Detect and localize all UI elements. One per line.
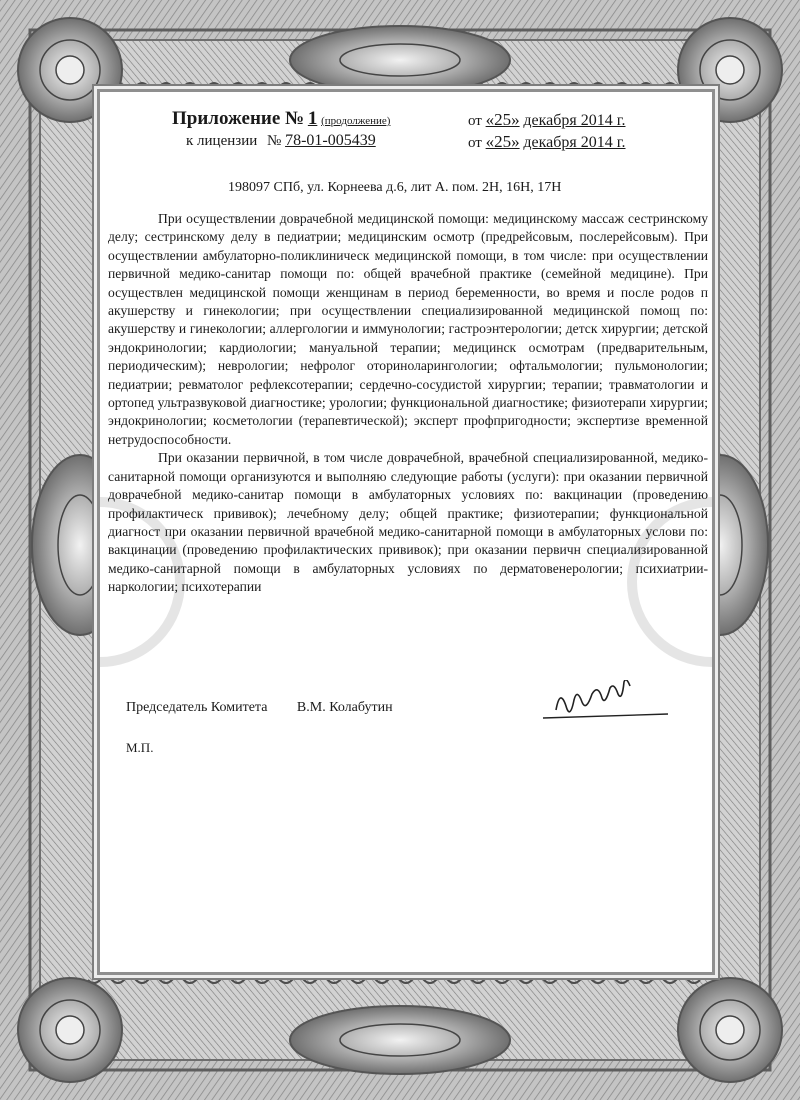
date-line-2 [468, 132, 626, 152]
license-number: 78-01-005439 [285, 132, 376, 149]
signatory-line [126, 700, 393, 716]
license-line [186, 132, 376, 150]
signatory-name: В.М. Колабутин [296, 700, 393, 715]
date-1-rest: декабря 2014 г. [523, 112, 626, 129]
seal-label: М.П. [126, 740, 154, 755]
license-prefix: к лицензии [186, 133, 258, 149]
appendix-number: 1 [307, 108, 318, 129]
license-content [108, 100, 708, 970]
license-number-label: № [267, 133, 282, 149]
services-paragraph-1: При осуществлении доврачебной медицинской помощи: медицинскому массаж сестринскому делу; сестринскому делу в педиатрии; медицинским осмотр (предрейсовым, послерейсовым). При осуществлении амбулаторно-поликлиническ медицинской помощи, в том числе: при осуществлении первичной медико-санитар помощи по: общей врачебной практике (семейной медицине). При осуществлен медицинской помощи женщинам в период беременности, во время и после родов п акушерству и гинекологии; при осуществлении специализированной медицинской помощ по: акушерству и гинекологии; аллергологии и иммунологии; гастроэнтерологии; детск хирургии; детской эндокринологии; кардиологии; мануальной терапии; медицинск осмотрам (предварительным, периодическим); неврологии; нефролог оториноларингологии; офтальмологии; пульмонологии; педиатрии; ревматолог рефлексотерапии; сердечно-сосудистой хирургии; терапии; травматологии и ортопед ультразвуковой диагностике; урологии; функциональной диагностике; физиотерапи хирургии; эндокринологии; косметологии (терапевтической); эксперт профпригодности; экспертизе временной нетрудоспособности. [108, 211, 708, 447]
date-1-day: «25» [485, 110, 520, 129]
address-line: 198097 СПб, ул. Корнеева д.6, лит А. пом. 2Н, 16Н, 17Н [228, 180, 562, 195]
date-2-rest: декабря 2014 г. [523, 134, 626, 151]
services-paragraph-2: При оказании первичной, в том числе доврачебной, врачебной специализированной, медико-санитарной помощи организуются и выполняю следующие работы (услуги): при оказании первичной доврачебной медико-санитар помощи в амбулаторных условиях по: вакцинации (проведению профилактическ прививок); лечебному делу; общей практике; физиотерапии; функциональной диагност при оказании первичной врачебной медико-санитарной помощи в амбулаторных услови по: вакцинации (проведению профилактических прививок); при оказании первичн специализированной медико-санитарной помощи в амбулаторных условиях по дерматовенерологии; психиатрии-наркологии; психотерапии [108, 450, 708, 595]
date-line-1 [468, 110, 626, 130]
date-2-day: «25» [485, 132, 520, 151]
corner-rosette-bottom-right [678, 978, 782, 1082]
signatory-position: Председатель Комитета [126, 700, 268, 715]
appendix-prefix: Приложение № [172, 108, 305, 129]
date-2-prefix: от [468, 135, 482, 151]
continuation-label: (продолжение) [321, 115, 391, 127]
handwritten-signature [538, 680, 678, 730]
date-1-prefix: от [468, 113, 482, 129]
appendix-line [172, 108, 390, 130]
top-medallion [290, 26, 510, 94]
bottom-medallion [290, 1006, 510, 1074]
services-text [108, 210, 708, 597]
corner-rosette-bottom-left [18, 978, 122, 1082]
